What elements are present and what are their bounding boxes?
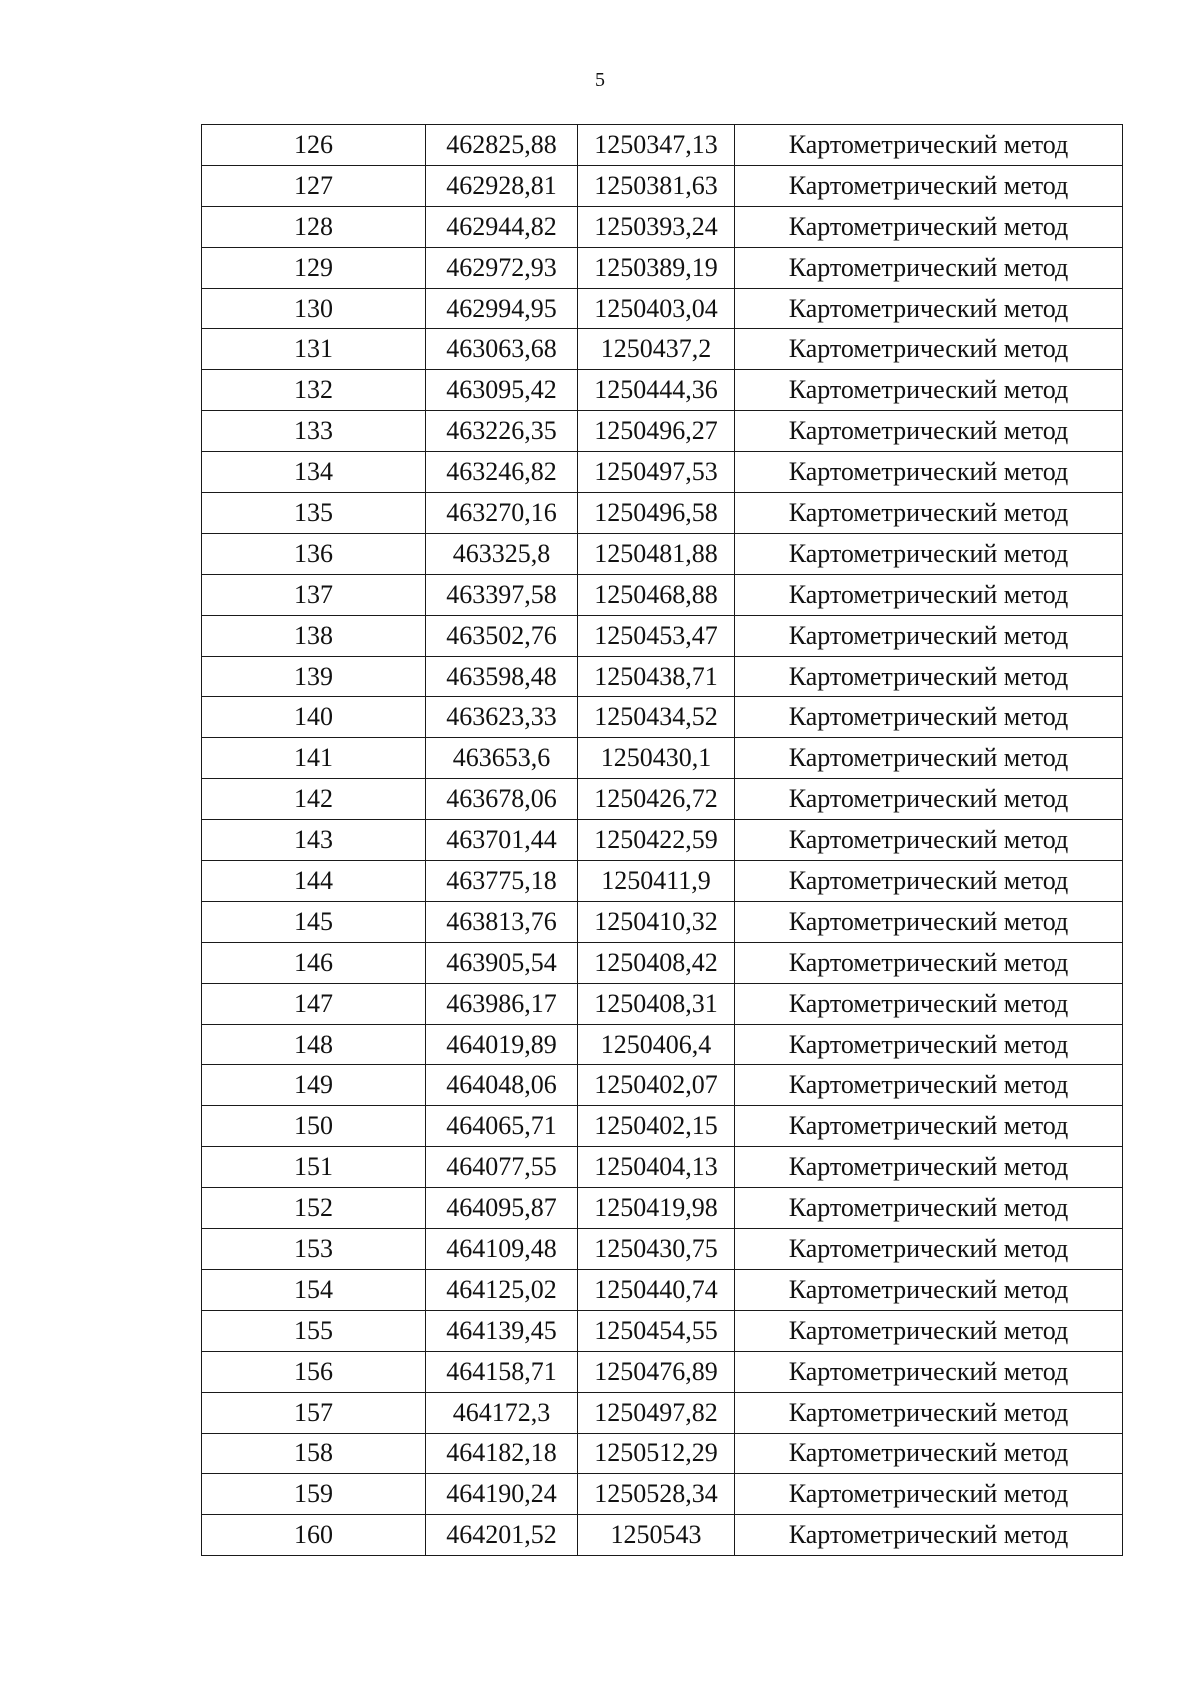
method-cell: Картометрический метод	[735, 1433, 1123, 1474]
table-row	[202, 370, 1123, 411]
x-coordinate-cell: 463905,54	[426, 942, 578, 983]
point-number-cell: 145	[202, 901, 426, 942]
point-number-cell: 149	[202, 1065, 426, 1106]
method-cell: Картометрический метод	[735, 983, 1123, 1024]
point-number-cell: 146	[202, 942, 426, 983]
method-cell: Картометрический метод	[735, 125, 1123, 166]
x-coordinate-cell: 464065,71	[426, 1106, 578, 1147]
y-coordinate-cell: 1250468,88	[578, 574, 735, 615]
x-coordinate-cell: 462944,82	[426, 206, 578, 247]
point-number-cell: 129	[202, 247, 426, 288]
point-number-cell: 151	[202, 1147, 426, 1188]
y-coordinate-cell: 1250543	[578, 1515, 735, 1556]
x-coordinate-cell: 463986,17	[426, 983, 578, 1024]
y-coordinate-cell: 1250481,88	[578, 533, 735, 574]
y-coordinate-cell: 1250347,13	[578, 125, 735, 166]
x-coordinate-cell: 463270,16	[426, 493, 578, 534]
method-cell: Картометрический метод	[735, 901, 1123, 942]
x-coordinate-cell: 464158,71	[426, 1351, 578, 1392]
table-row	[202, 533, 1123, 574]
point-number-cell: 141	[202, 738, 426, 779]
point-number-cell: 155	[202, 1310, 426, 1351]
point-number-cell: 152	[202, 1188, 426, 1229]
method-cell: Картометрический метод	[735, 452, 1123, 493]
x-coordinate-cell: 463598,48	[426, 656, 578, 697]
x-coordinate-cell: 464109,48	[426, 1229, 578, 1270]
y-coordinate-cell: 1250453,47	[578, 615, 735, 656]
point-number-cell: 135	[202, 493, 426, 534]
y-coordinate-cell: 1250476,89	[578, 1351, 735, 1392]
y-coordinate-cell: 1250496,27	[578, 411, 735, 452]
x-coordinate-cell: 464201,52	[426, 1515, 578, 1556]
table-row	[202, 1024, 1123, 1065]
method-cell: Картометрический метод	[735, 533, 1123, 574]
x-coordinate-cell: 463502,76	[426, 615, 578, 656]
x-coordinate-cell: 463623,33	[426, 697, 578, 738]
table-row	[202, 738, 1123, 779]
point-number-cell: 153	[202, 1229, 426, 1270]
y-coordinate-cell: 1250440,74	[578, 1269, 735, 1310]
x-coordinate-cell: 462825,88	[426, 125, 578, 166]
x-coordinate-cell: 463063,68	[426, 329, 578, 370]
x-coordinate-cell: 463678,06	[426, 779, 578, 820]
table-row	[202, 247, 1123, 288]
point-number-cell: 159	[202, 1474, 426, 1515]
x-coordinate-cell: 464172,3	[426, 1392, 578, 1433]
x-coordinate-cell: 463397,58	[426, 574, 578, 615]
method-cell: Картометрический метод	[735, 1229, 1123, 1270]
method-cell: Картометрический метод	[735, 1351, 1123, 1392]
table-row	[202, 901, 1123, 942]
y-coordinate-cell: 1250430,75	[578, 1229, 735, 1270]
x-coordinate-cell: 464139,45	[426, 1310, 578, 1351]
table-row	[202, 1310, 1123, 1351]
point-number-cell: 160	[202, 1515, 426, 1556]
method-cell: Картометрический метод	[735, 247, 1123, 288]
table-row	[202, 329, 1123, 370]
table-row	[202, 779, 1123, 820]
point-number-cell: 154	[202, 1269, 426, 1310]
x-coordinate-cell: 462972,93	[426, 247, 578, 288]
x-coordinate-cell: 464095,87	[426, 1188, 578, 1229]
x-coordinate-cell: 462928,81	[426, 165, 578, 206]
y-coordinate-cell: 1250410,32	[578, 901, 735, 942]
y-coordinate-cell: 1250408,31	[578, 983, 735, 1024]
y-coordinate-cell: 1250497,53	[578, 452, 735, 493]
point-number-cell: 139	[202, 656, 426, 697]
x-coordinate-cell: 464190,24	[426, 1474, 578, 1515]
x-coordinate-cell: 463325,8	[426, 533, 578, 574]
table-row	[202, 452, 1123, 493]
table-row	[202, 820, 1123, 861]
table-row	[202, 1147, 1123, 1188]
method-cell: Картометрический метод	[735, 1474, 1123, 1515]
point-number-cell: 143	[202, 820, 426, 861]
point-number-cell: 136	[202, 533, 426, 574]
x-coordinate-cell: 463701,44	[426, 820, 578, 861]
point-number-cell: 140	[202, 697, 426, 738]
x-coordinate-cell: 463226,35	[426, 411, 578, 452]
point-number-cell: 147	[202, 983, 426, 1024]
x-coordinate-cell: 464125,02	[426, 1269, 578, 1310]
method-cell: Картометрический метод	[735, 1269, 1123, 1310]
table-row	[202, 493, 1123, 534]
method-cell: Картометрический метод	[735, 288, 1123, 329]
y-coordinate-cell: 1250444,36	[578, 370, 735, 411]
point-number-cell: 157	[202, 1392, 426, 1433]
y-coordinate-cell: 1250497,82	[578, 1392, 735, 1433]
table-row	[202, 942, 1123, 983]
table-row	[202, 1392, 1123, 1433]
point-number-cell: 133	[202, 411, 426, 452]
method-cell: Картометрический метод	[735, 656, 1123, 697]
method-cell: Картометрический метод	[735, 206, 1123, 247]
point-number-cell: 128	[202, 206, 426, 247]
method-cell: Картометрический метод	[735, 574, 1123, 615]
method-cell: Картометрический метод	[735, 1147, 1123, 1188]
point-number-cell: 126	[202, 125, 426, 166]
point-number-cell: 142	[202, 779, 426, 820]
table-row	[202, 165, 1123, 206]
point-number-cell: 138	[202, 615, 426, 656]
point-number-cell: 137	[202, 574, 426, 615]
table-row	[202, 206, 1123, 247]
y-coordinate-cell: 1250411,9	[578, 861, 735, 902]
y-coordinate-cell: 1250403,04	[578, 288, 735, 329]
table-row	[202, 1515, 1123, 1556]
point-number-cell: 158	[202, 1433, 426, 1474]
x-coordinate-cell: 462994,95	[426, 288, 578, 329]
x-coordinate-cell: 464182,18	[426, 1433, 578, 1474]
point-number-cell: 131	[202, 329, 426, 370]
x-coordinate-cell: 464048,06	[426, 1065, 578, 1106]
x-coordinate-cell: 463813,76	[426, 901, 578, 942]
method-cell: Картометрический метод	[735, 615, 1123, 656]
method-cell: Картометрический метод	[735, 165, 1123, 206]
coordinates-table	[201, 124, 1123, 1556]
y-coordinate-cell: 1250454,55	[578, 1310, 735, 1351]
y-coordinate-cell: 1250438,71	[578, 656, 735, 697]
table-row	[202, 1106, 1123, 1147]
method-cell: Картометрический метод	[735, 1515, 1123, 1556]
table-row	[202, 1351, 1123, 1392]
point-number-cell: 130	[202, 288, 426, 329]
method-cell: Картометрический метод	[735, 1188, 1123, 1229]
table-row	[202, 574, 1123, 615]
point-number-cell: 156	[202, 1351, 426, 1392]
point-number-cell: 127	[202, 165, 426, 206]
method-cell: Картометрический метод	[735, 1024, 1123, 1065]
method-cell: Картометрический метод	[735, 738, 1123, 779]
method-cell: Картометрический метод	[735, 1065, 1123, 1106]
method-cell: Картометрический метод	[735, 1392, 1123, 1433]
method-cell: Картометрический метод	[735, 779, 1123, 820]
method-cell: Картометрический метод	[735, 411, 1123, 452]
y-coordinate-cell: 1250426,72	[578, 779, 735, 820]
y-coordinate-cell: 1250402,15	[578, 1106, 735, 1147]
table-row	[202, 697, 1123, 738]
method-cell: Картометрический метод	[735, 942, 1123, 983]
x-coordinate-cell: 464019,89	[426, 1024, 578, 1065]
x-coordinate-cell: 463653,6	[426, 738, 578, 779]
method-cell: Картометрический метод	[735, 861, 1123, 902]
page-number: 5	[595, 69, 605, 91]
point-number-cell: 150	[202, 1106, 426, 1147]
y-coordinate-cell: 1250437,2	[578, 329, 735, 370]
method-cell: Картометрический метод	[735, 329, 1123, 370]
x-coordinate-cell: 463775,18	[426, 861, 578, 902]
method-cell: Картометрический метод	[735, 370, 1123, 411]
method-cell: Картометрический метод	[735, 493, 1123, 534]
y-coordinate-cell: 1250408,42	[578, 942, 735, 983]
point-number-cell: 132	[202, 370, 426, 411]
y-coordinate-cell: 1250404,13	[578, 1147, 735, 1188]
method-cell: Картометрический метод	[735, 697, 1123, 738]
y-coordinate-cell: 1250422,59	[578, 820, 735, 861]
y-coordinate-cell: 1250496,58	[578, 493, 735, 534]
y-coordinate-cell: 1250402,07	[578, 1065, 735, 1106]
coordinates-table-body	[202, 125, 1123, 1556]
x-coordinate-cell: 463095,42	[426, 370, 578, 411]
y-coordinate-cell: 1250528,34	[578, 1474, 735, 1515]
x-coordinate-cell: 464077,55	[426, 1147, 578, 1188]
point-number-cell: 144	[202, 861, 426, 902]
table-row	[202, 1433, 1123, 1474]
table-row	[202, 411, 1123, 452]
table-row	[202, 1065, 1123, 1106]
y-coordinate-cell: 1250434,52	[578, 697, 735, 738]
y-coordinate-cell: 1250389,19	[578, 247, 735, 288]
table-row	[202, 125, 1123, 166]
table-row	[202, 288, 1123, 329]
table-row	[202, 1269, 1123, 1310]
table-row	[202, 861, 1123, 902]
y-coordinate-cell: 1250419,98	[578, 1188, 735, 1229]
table-row	[202, 1229, 1123, 1270]
y-coordinate-cell: 1250393,24	[578, 206, 735, 247]
method-cell: Картометрический метод	[735, 820, 1123, 861]
method-cell: Картометрический метод	[735, 1106, 1123, 1147]
table-row	[202, 1188, 1123, 1229]
y-coordinate-cell: 1250406,4	[578, 1024, 735, 1065]
table-row	[202, 1474, 1123, 1515]
table-row	[202, 615, 1123, 656]
y-coordinate-cell: 1250430,1	[578, 738, 735, 779]
y-coordinate-cell: 1250512,29	[578, 1433, 735, 1474]
table-row	[202, 983, 1123, 1024]
point-number-cell: 134	[202, 452, 426, 493]
method-cell: Картометрический метод	[735, 1310, 1123, 1351]
table-row	[202, 656, 1123, 697]
x-coordinate-cell: 463246,82	[426, 452, 578, 493]
point-number-cell: 148	[202, 1024, 426, 1065]
y-coordinate-cell: 1250381,63	[578, 165, 735, 206]
